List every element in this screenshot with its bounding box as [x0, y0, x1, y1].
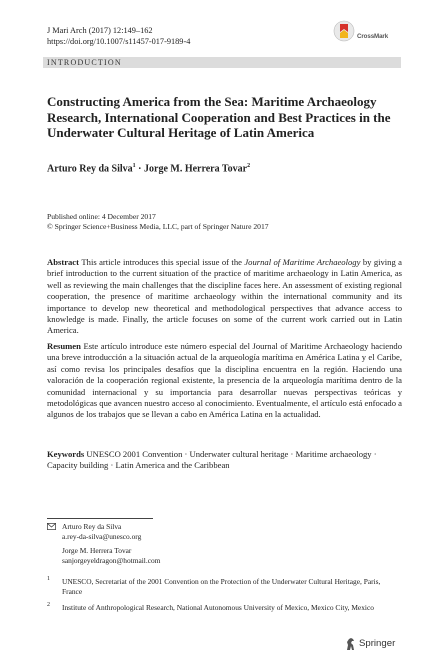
section-bar — [43, 57, 401, 68]
article-title: Constructing America from the Sea: Maritime Archaeology Research, International Cooperation and Best Practices in the Underwater Cultural Heritage of Latin America — [47, 94, 391, 140]
affiliation-number: 2 — [47, 602, 50, 608]
doi-link[interactable]: https://doi.org/10.1007/s11457-017-9189-4 — [47, 37, 191, 46]
keywords-text: UNESCO 2001 Convention · Underwater cultural heritage · Maritime archaeology · Capacity building · Latin America and the Caribbean — [47, 449, 377, 471]
footnote-divider — [47, 518, 153, 519]
abstract-text: This article introduces this special issue of the — [81, 257, 245, 267]
affiliation-text: Institute of Anthropological Research, National Autonomous University of Mexico, Mexico City, Mexico — [62, 603, 374, 612]
author-line — [47, 163, 250, 174]
correspondent-name: Jorge M. Herrera Tovar — [62, 546, 132, 556]
resumen-label: Resumen — [47, 341, 81, 351]
correspondent-email[interactable]: a.rey-da-silva@unesco.org — [62, 531, 142, 541]
section-label: INTRODUCTION — [47, 58, 122, 67]
publisher-logo — [345, 637, 410, 653]
copyright-line: © Springer Science+Business Media, LLC, part of Springer Nature 2017 — [47, 222, 269, 231]
author-name[interactable]: Arturo Rey da Silva — [47, 163, 133, 175]
envelope-icon — [47, 523, 56, 530]
abstract-section — [47, 257, 402, 337]
springer-horse-icon — [345, 637, 357, 651]
crossmark-label: CrossMark — [357, 33, 389, 40]
published-date: Published online: 4 December 2017 — [47, 212, 156, 221]
publisher-name: Springer — [359, 638, 396, 649]
author-separator: · — [135, 163, 144, 175]
abstract-label: Abstract — [47, 257, 79, 267]
abstract-text: by giving a brief introduction to the current situation of the practice of maritime archaeology in Latin America, as well as reviewing the main challenges that the discipline faces here. An assessment of existing regional cooperation, the presence of maritime archaeology within the international community and its importance to develop new theoretical and methodological perspectives that advance access to knowledge is made. Finally, the article focuses on some of the current work carried out in Latin America. — [47, 257, 403, 336]
journal-citation: J Mari Arch (2017) 12:149–162 — [47, 26, 153, 35]
affiliation-marker: 2 — [247, 163, 251, 169]
journal-name: Journal of Maritime Archaeology — [244, 257, 361, 267]
author-name[interactable]: Jorge M. Herrera Tovar — [144, 163, 248, 175]
correspondent-email[interactable]: sanjorgeyeldragon@hotmail.com — [62, 555, 161, 565]
keywords-label: Keywords — [47, 449, 85, 459]
affiliation-number: 1 — [47, 576, 50, 582]
keywords-section — [47, 449, 402, 472]
resumen-text: Este artículo introduce este número especial del Journal of Maritime Archaeology haciendo una breve introducción a la situación actual de la arqueología marítima en América Latina y el Caribe, así como revisa los principales desafíos que la disciplina encuentra en la región. Haciendo una valoración de la cooperación regional existente, la presencia de la arqueología marítima dentro de la comunidad internacional y su importancia para desarrollar nuevas perspectivas teóricas y metodológicas que avancen nuestro acceso al conocimiento. Eventualmente, el artículo está enfocado a algunos de los trabajos que se llevan a cabo en América Latina en la actualidad. — [47, 341, 402, 420]
publication-info — [47, 212, 269, 232]
crossmark-icon — [333, 20, 355, 42]
affiliation-text: UNESCO, Secretariat of the 2001 Convention on the Protection of the Underwater Cultural Heritage, Paris, France — [62, 577, 381, 596]
crossmark-badge[interactable] — [333, 20, 403, 46]
resumen-section — [47, 341, 402, 421]
journal-header — [47, 25, 190, 47]
affiliation-marker: 1 — [132, 163, 136, 169]
correspondent-name: Arturo Rey da Silva — [62, 522, 122, 531]
